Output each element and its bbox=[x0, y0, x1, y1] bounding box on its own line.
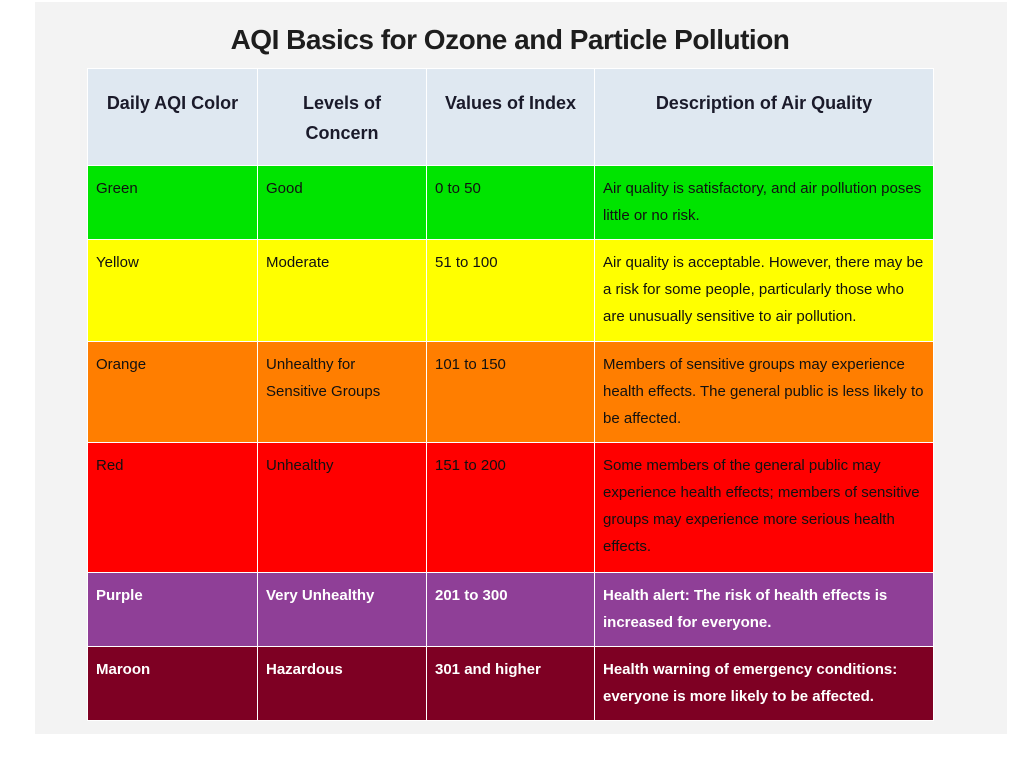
cell-description: Air quality is satisfactory, and air pollution poses little or no risk. bbox=[595, 166, 934, 240]
cell-level: Very Unhealthy bbox=[258, 573, 427, 647]
cell-color: Yellow bbox=[88, 240, 258, 342]
cell-level: Unhealthy bbox=[258, 443, 427, 573]
cell-color: Green bbox=[88, 166, 258, 240]
cell-level: Good bbox=[258, 166, 427, 240]
table-header-row bbox=[88, 69, 934, 166]
table-row-yellow bbox=[88, 240, 934, 342]
table-row-green bbox=[88, 166, 934, 240]
cell-level: Hazardous bbox=[258, 647, 427, 721]
page-title: AQI Basics for Ozone and Particle Pollution bbox=[230, 24, 790, 55]
table-row-red bbox=[88, 443, 934, 573]
cell-values: 301 and higher bbox=[427, 647, 595, 721]
header-levels-of-concern: Levels of Concern bbox=[258, 69, 427, 166]
cell-values: 101 to 150 bbox=[427, 342, 595, 443]
cell-description: Health warning of emergency conditions: everyone is more likely to be affected. bbox=[595, 647, 934, 721]
cell-color: Red bbox=[88, 443, 258, 573]
table-row-purple bbox=[88, 573, 934, 647]
cell-values: 151 to 200 bbox=[427, 443, 595, 573]
table-row-maroon bbox=[88, 647, 934, 721]
header-values-of-index: Values of Index bbox=[427, 69, 595, 166]
cell-color: Purple bbox=[88, 573, 258, 647]
cell-level: Unhealthy for Sensitive Groups bbox=[258, 342, 427, 443]
cell-color: Maroon bbox=[88, 647, 258, 721]
table-row-orange bbox=[88, 342, 934, 443]
cell-description: Health alert: The risk of health effects is increased for everyone. bbox=[595, 573, 934, 647]
cell-description: Members of sensitive groups may experience health effects. The general public is less likely to be affected. bbox=[595, 342, 934, 443]
cell-color: Orange bbox=[88, 342, 258, 443]
cell-values: 51 to 100 bbox=[427, 240, 595, 342]
cell-description: Air quality is acceptable. However, there may be a risk for some people, particularly those who are unusually sensitive to air pollution. bbox=[595, 240, 934, 342]
cell-level: Moderate bbox=[258, 240, 427, 342]
aqi-table bbox=[87, 68, 934, 721]
cell-values: 0 to 50 bbox=[427, 166, 595, 240]
header-description: Description of Air Quality bbox=[595, 69, 934, 166]
cell-description: Some members of the general public may experience health effects; members of sensitive groups may experience more serious health effects. bbox=[595, 443, 934, 573]
cell-values: 201 to 300 bbox=[427, 573, 595, 647]
header-daily-aqi-color: Daily AQI Color bbox=[88, 69, 258, 166]
